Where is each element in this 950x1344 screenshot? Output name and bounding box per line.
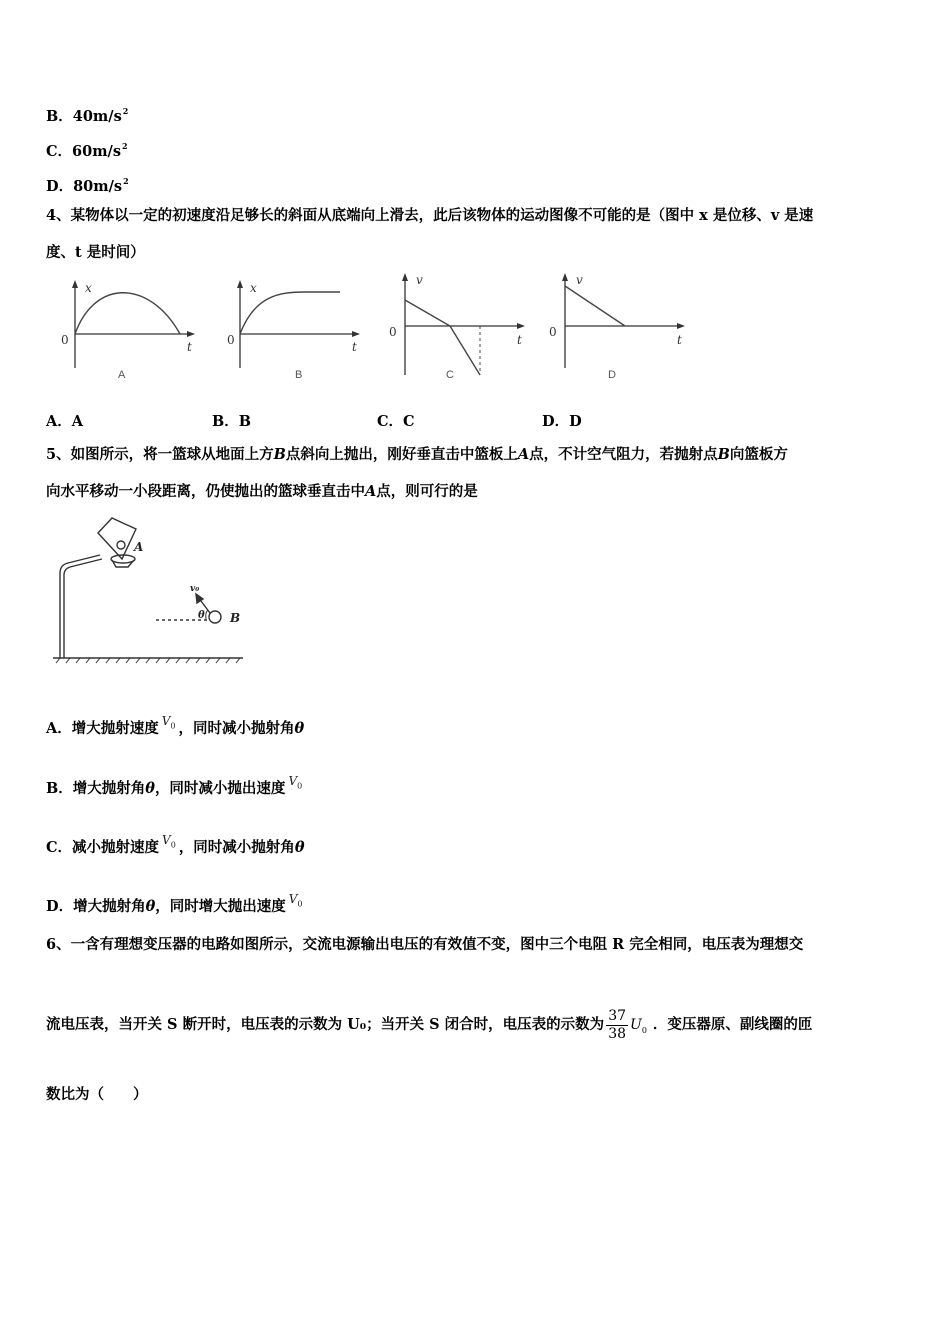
q5-stem-d: 向篮板方 [729, 446, 788, 463]
q4-graphs [55, 270, 705, 385]
graph-a-origin: 0 [61, 333, 69, 347]
q5-option-c-v0-sub: 0 [170, 840, 176, 850]
q6-line3: 数比为（ ） [46, 1086, 148, 1103]
graph-c-x-label: t [517, 333, 522, 347]
graph-b-x-label: t [352, 340, 357, 354]
graph-c-caption: C [446, 369, 454, 381]
q5-option-a-theta: θ [294, 720, 305, 737]
q5-option-a-v0-sub: 0 [170, 721, 176, 731]
q5-fig-label-theta: θ [198, 610, 205, 621]
q5-stem-b: 点斜向上抛出，刚好垂直击中篮板上 [285, 446, 518, 463]
graph-d [549, 273, 685, 381]
q5-option-b-v0-sub: 0 [297, 781, 303, 791]
q3-option-b-text: B．40m/s [46, 108, 122, 125]
q5-option-d-mid: ，同时增大抛出速度 [155, 898, 286, 915]
q5-stem-line2b: 点，则可行的是 [376, 483, 478, 500]
q5-option-c-post: ，同时减小抛射角 [178, 839, 295, 856]
q5-point-b: B [273, 446, 286, 463]
q6-line2-post: ．变压器原、副线圈的匝 [652, 1016, 813, 1033]
q6-fraction-denominator: 38 [608, 1025, 627, 1042]
q4-stem-line1: 4、某物体以一定的初速度沿足够长的斜面从底端向上滑去，此后该物体的运动图像不可能的是（图中 x 是位移、v 是速 [46, 207, 814, 224]
q3-option-c-sup: 2 [122, 141, 128, 151]
graph-a-caption: A [118, 369, 126, 381]
graph-b-caption: B [295, 369, 303, 381]
q5-option-d-theta: θ [145, 898, 156, 915]
q5-stem-line2a: 向水平移动一小段距离，仍使抛出的篮球垂直击中 [46, 483, 365, 500]
q5-option-b-v0-letter: V [288, 774, 298, 788]
q5-option-b-theta: θ [145, 780, 155, 797]
q5-point-a: A [517, 446, 530, 463]
q6-line2-pre: 流电压表，当开关 S 断开时，电压表的示数为 U₀；当开关 S 闭合时，电压表的示数为 [46, 1016, 605, 1033]
q5-fig-label-a: A [134, 540, 144, 554]
q5-stem-c: 点，不计空气阻力，若抛射点 [529, 446, 718, 463]
q5-option-a-pre: A．增大抛射速度 [46, 720, 159, 737]
q6-u0 [630, 1017, 647, 1033]
q6-line2 [46, 1005, 812, 1051]
q6-fraction-numerator: 37 [608, 1007, 627, 1024]
q5-basketball-figure [48, 515, 248, 667]
q5-option-d-v0 [288, 892, 303, 909]
q6-u-sub: 0 [641, 1025, 647, 1035]
q5-option-c-v0 [162, 833, 176, 850]
q3-option-b-sup: 2 [122, 106, 129, 116]
q5-option-b-v0 [288, 774, 303, 791]
q5-stem-line1 [46, 445, 788, 465]
graph-b [227, 280, 360, 381]
q5-option-b-mid: ，同时减小抛出速度 [154, 780, 286, 797]
graph-c-origin: 0 [389, 325, 397, 339]
graph-d-caption: D [608, 369, 616, 381]
q5-stem-line2 [46, 482, 478, 502]
q5-option-d-v0-sub: 0 [297, 899, 303, 909]
q5-option-d-pre: D．增大抛射角 [46, 898, 146, 915]
q3-option-b [46, 101, 128, 127]
q5-option-a-v0-letter: V [161, 714, 171, 728]
q5-fig-label-b: B [230, 611, 241, 625]
q5-option-b [46, 771, 305, 799]
q5-fig-label-v0: v₀ [190, 584, 200, 594]
graph-d-origin: 0 [549, 325, 557, 339]
q3-option-c-text: C．60m/s [46, 143, 122, 160]
q4-option-b: B．B [212, 413, 252, 430]
graph-b-y-label: x [250, 281, 257, 295]
q5-option-c-theta: θ [294, 839, 305, 856]
q4-option-a: A．A [46, 413, 84, 430]
q3-option-d [46, 171, 129, 197]
graph-a [61, 280, 195, 381]
q5-option-c-v0-letter: V [162, 833, 171, 847]
q4-option-c: C．C [377, 413, 415, 430]
graph-c [389, 273, 525, 381]
graph-c-y-label: v [416, 273, 423, 287]
q6-fraction [606, 1008, 628, 1043]
q5-point-b2: B [717, 446, 730, 463]
q5-point-a2: A [365, 483, 377, 500]
q5-option-d-v0-letter: V [288, 892, 298, 906]
q6-u-letter: U [630, 1017, 642, 1033]
q5-option-a [46, 711, 304, 739]
q5-option-b-pre: B．增大抛射角 [46, 780, 146, 797]
q3-option-c [46, 136, 128, 162]
q3-option-d-text: D．80m/s [46, 178, 123, 195]
q5-stem-a: 5、如图所示，将一篮球从地面上方 [46, 446, 274, 463]
graph-b-origin: 0 [227, 333, 235, 347]
graph-d-y-label: v [576, 273, 583, 287]
q5-option-d [46, 889, 306, 917]
q6-line1: 6、一含有理想变压器的电路如图所示，交流电源输出电压的有效值不变，图中三个电阻 R 完全相同，电压表为理想交 [46, 936, 804, 953]
q4-stem-line2: 度、t 是时间） [46, 244, 145, 261]
q5-option-a-v0 [161, 714, 176, 731]
q5-option-c [46, 830, 304, 858]
q3-option-d-sup: 2 [123, 176, 129, 186]
q5-option-a-post: ，同时减小抛射角 [178, 720, 295, 737]
graph-a-y-label: x [85, 281, 92, 295]
graph-d-x-label: t [677, 333, 682, 347]
q5-option-c-pre: C．减小抛射速度 [46, 839, 160, 856]
q4-option-d: D．D [542, 413, 582, 430]
graph-a-x-label: t [187, 340, 192, 354]
